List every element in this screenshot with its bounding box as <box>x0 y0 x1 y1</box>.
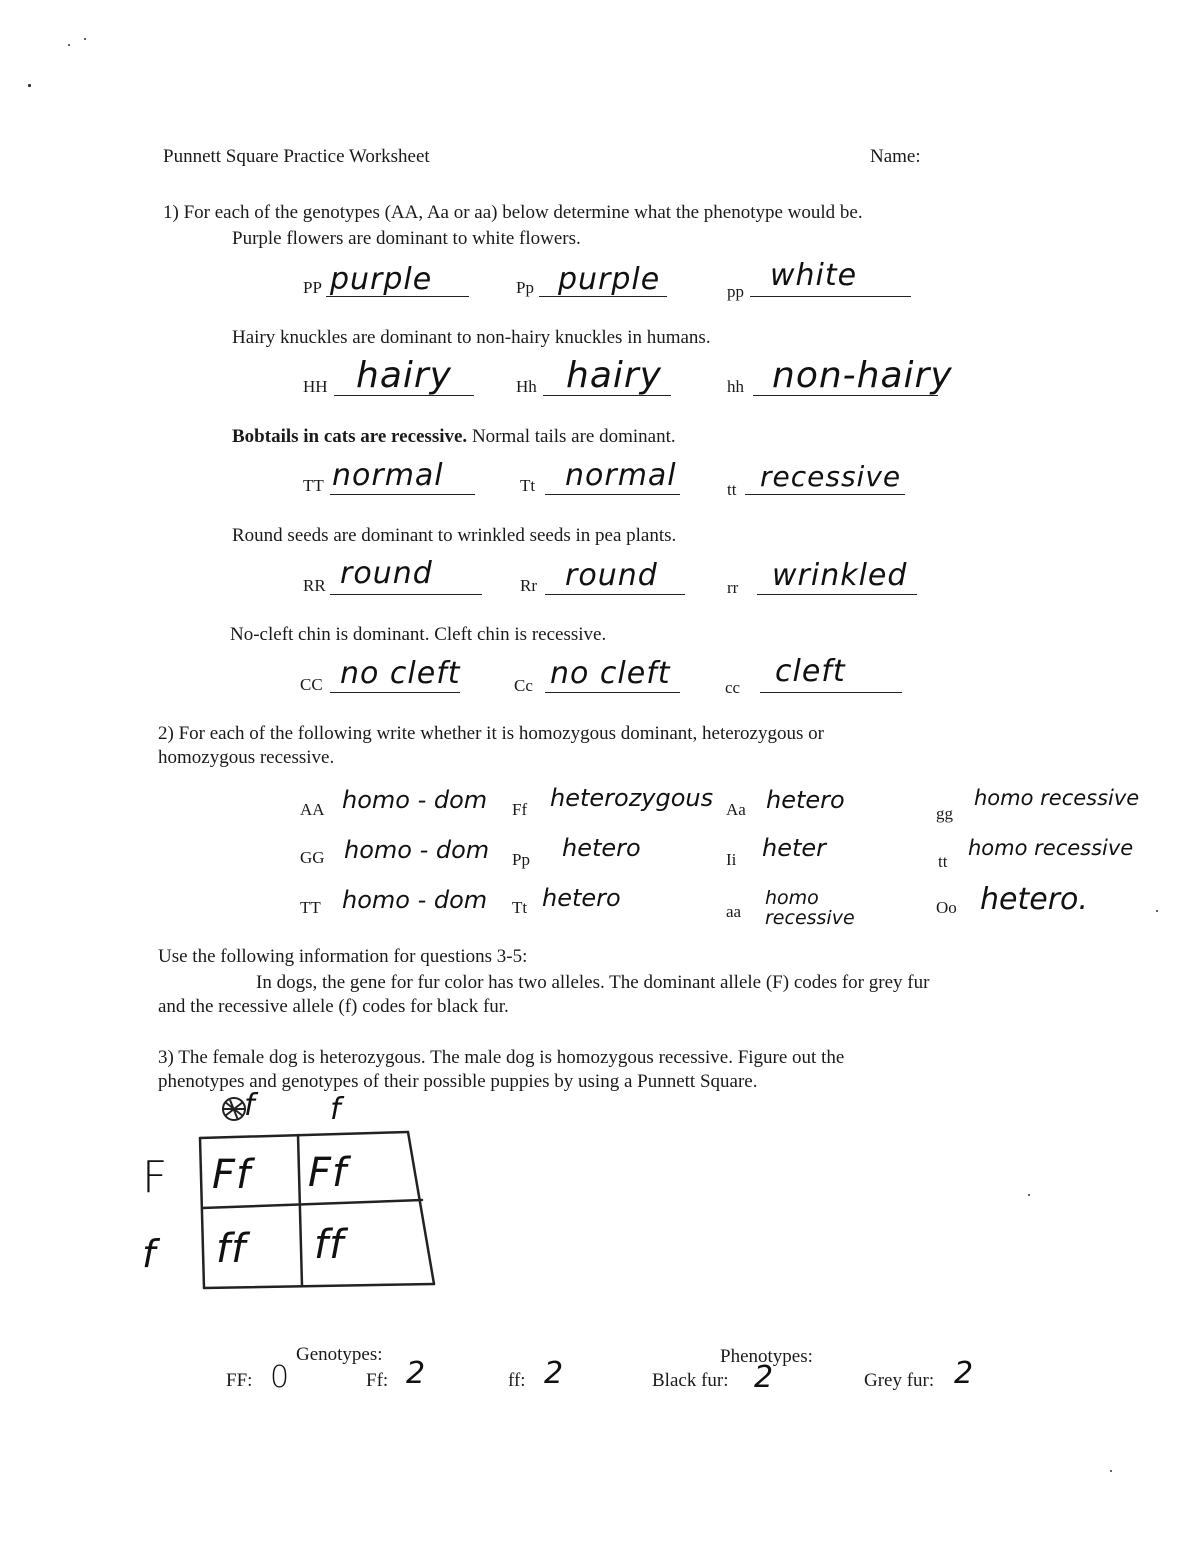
genotype-label: hh <box>727 377 744 396</box>
phenotype-answer: recessive <box>760 460 902 493</box>
phenotype-answer: no cleft <box>340 656 461 691</box>
phenotype-answer: normal <box>332 458 444 493</box>
genotype-label: gg <box>936 804 953 823</box>
Ff-label: Ff: <box>366 1370 389 1391</box>
genotype-label: Ii <box>726 850 737 869</box>
info-text: In dogs, the gene for fur color has two alleles. The dominant allele (F) codes for grey fur <box>256 972 930 993</box>
scan-speck <box>1028 1194 1030 1196</box>
genotype-label: PP <box>303 278 322 297</box>
zygosity-answer: hetero <box>542 884 621 912</box>
genotype-label: Ff <box>512 800 528 819</box>
phenotype-answer: round <box>340 556 433 591</box>
zygosity-answer: heter <box>762 834 827 862</box>
grey-fur-label: Grey fur: <box>864 1370 935 1391</box>
phenotype-answer: wrinkled <box>772 558 908 593</box>
punnett-side-allele: f <box>142 1232 157 1276</box>
genotype-label: Cc <box>514 676 533 695</box>
genotype-label: rr <box>727 578 739 597</box>
zygosity-answer: hetero <box>562 834 641 862</box>
scan-speck <box>1156 910 1158 912</box>
q1-statement: Hairy knuckles are dominant to non-hairy knuckles in humans. <box>232 327 711 348</box>
genotype-label: aa <box>726 902 742 921</box>
punnett-cell: Ff <box>212 1152 252 1198</box>
zygosity-answer: homo - dom <box>344 836 490 864</box>
genotype-label: Pp <box>516 278 534 297</box>
genotype-label: CC <box>300 675 323 694</box>
phenotypes-heading: Phenotypes: <box>720 1346 813 1367</box>
q3-prompt: 3) The female dog is heterozygous. The male dog is homozygous recessive. Figure out the <box>158 1047 845 1068</box>
genotype-label: Rr <box>520 576 537 595</box>
punnett-side-allele: F <box>142 1152 169 1203</box>
grey-fur-count: 2 <box>954 1356 975 1391</box>
punnett-top-allele: f <box>244 1088 256 1123</box>
genotype-label: Pp <box>512 850 530 869</box>
q2-prompt: 2) For each of the following write whether it is homozygous dominant, heterozygous or <box>158 723 824 744</box>
genotype-label: Hh <box>516 377 537 396</box>
FF-label: FF: <box>226 1370 253 1391</box>
ff-label: ff: <box>508 1370 526 1391</box>
q1-statement: Bobtails in cats are recessive. Normal tails are dominant. <box>232 426 676 447</box>
q2-prompt-cont: homozygous recessive. <box>158 747 335 768</box>
genotype-label: Tt <box>520 476 536 495</box>
scan-speck <box>68 44 70 46</box>
scan-speck <box>1110 1470 1112 1472</box>
zygosity-answer: homo recessive <box>968 836 1134 860</box>
phenotype-answer: white <box>770 258 858 293</box>
q1-statement: Purple flowers are dominant to white flowers. <box>232 228 581 249</box>
genotype-label: pp <box>727 282 744 301</box>
genotype-label: tt <box>938 852 948 871</box>
zygosity-answer: homo recessive <box>765 887 855 929</box>
genotype-label: HH <box>303 377 328 396</box>
worksheet-title: Punnett Square Practice Worksheet <box>163 146 430 167</box>
punnett-cell: ff <box>314 1222 345 1268</box>
Ff-count: 2 <box>406 1356 427 1391</box>
scan-speck <box>84 38 86 40</box>
black-fur-count: 2 <box>754 1360 775 1395</box>
ff-count: 2 <box>544 1356 565 1391</box>
genotype-label: AA <box>300 800 325 819</box>
scan-speck <box>28 84 31 87</box>
genotype-label: TT <box>303 476 324 495</box>
zygosity-answer: hetero. <box>980 882 1088 917</box>
genotype-label: TT <box>300 898 321 917</box>
q1-statement: Round seeds are dominant to wrinkled seeds in pea plants. <box>232 525 677 546</box>
zygosity-answer: homo - dom <box>342 786 488 814</box>
genotype-label: Tt <box>512 898 528 917</box>
phenotype-answer: purple <box>330 262 433 297</box>
genotype-label: Oo <box>936 898 957 917</box>
phenotype-answer: hairy <box>566 355 662 396</box>
q1-statement: No-cleft chin is dominant. Cleft chin is recessive. <box>230 624 607 645</box>
punnett-cell: ff <box>216 1226 247 1272</box>
phenotype-answer: non-hairy <box>772 355 953 396</box>
zygosity-answer: heterozygous <box>550 784 714 812</box>
genotypes-heading: Genotypes: <box>296 1344 383 1365</box>
FF-count: 0 <box>270 1360 291 1395</box>
phenotype-answer: purple <box>558 262 661 297</box>
punnett-top-allele: f <box>330 1092 342 1127</box>
phenotype-answer: hairy <box>356 355 452 396</box>
genotype-label: Aa <box>726 800 746 819</box>
genotype-label: RR <box>303 576 326 595</box>
name-label: Name: <box>870 146 921 167</box>
zygosity-answer: homo recessive <box>974 786 1140 810</box>
genotype-label: cc <box>725 678 741 697</box>
phenotype-answer: round <box>565 558 658 593</box>
q3-prompt-cont: phenotypes and genotypes of their possible puppies by using a Punnett Square. <box>158 1071 758 1092</box>
info-text-cont: and the recessive allele (f) codes for black fur. <box>158 996 509 1017</box>
phenotype-answer: cleft <box>775 654 846 689</box>
zygosity-answer: hetero <box>766 786 845 814</box>
q1-prompt: 1) For each of the genotypes (AA, Aa or aa) below determine what the phenotype would be. <box>163 202 863 223</box>
genotype-label: GG <box>300 848 325 867</box>
zygosity-answer: homo - dom <box>342 886 488 914</box>
phenotype-answer: normal <box>565 458 677 493</box>
punnett-cell: Ff <box>308 1150 348 1196</box>
genotype-label: tt <box>727 480 737 499</box>
phenotype-answer: no cleft <box>550 656 671 691</box>
black-fur-label: Black fur: <box>652 1370 729 1391</box>
info-intro: Use the following information for questions 3-5: <box>158 946 528 967</box>
